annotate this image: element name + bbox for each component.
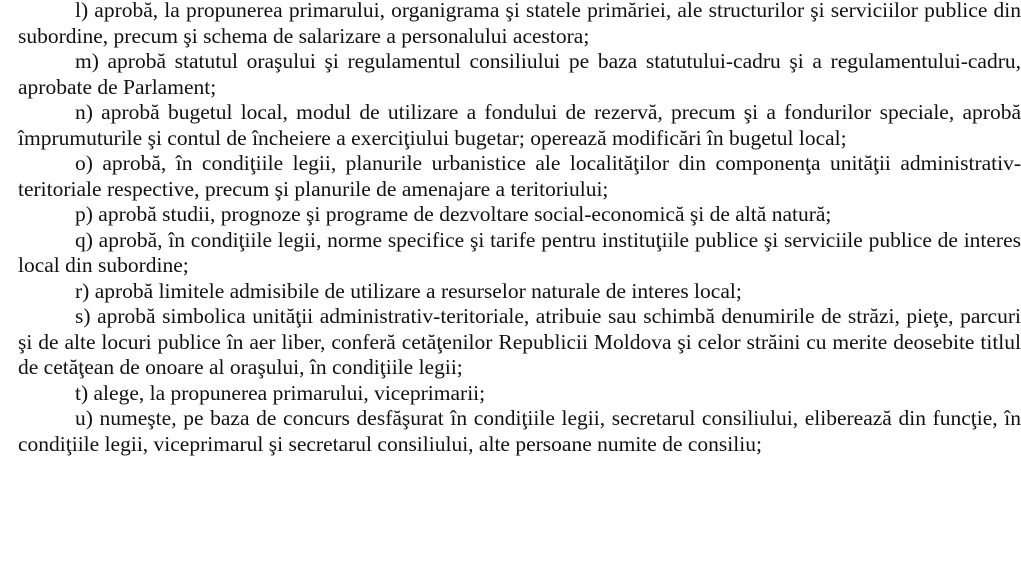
- paragraph-n: n) aprobă bugetul local, modul de utilizare a fondului de rezervă, precum şi a fondurilor speciale, aprobă împrumuturile şi contul de încheiere a exerciţiului bugetar; operează modificări în bugetul local;: [18, 100, 1021, 150]
- document-body: [18, 0, 1021, 457]
- paragraph-r: r) aprobă limitele admisibile de utilizare a resurselor naturale de interes local;: [75, 278, 742, 303]
- paragraph-l: l) aprobă, la propunerea primarului, organigrama şi statele primăriei, ale structurilor şi serviciilor publice din subordine, precum şi schema de salarizare a personalului acestora;: [18, 0, 1021, 48]
- paragraph-o: o) aprobă, în condiţiile legii, planurile urbanistice ale localităţilor din componenţa unităţii administrativ-teritoriale respective, precum şi planurile de amenajare a teritoriului;: [18, 151, 1021, 201]
- paragraph-s: s) aprobă simbolica unităţii administrativ-teritoriale, atribuie sau schimbă denumirile de străzi, pieţe, parcuri şi de alte locuri publice în aer liber, conferă cetăţenilor Republicii Moldova şi celor străini cu merite deosebite titlul de cetăţean de onoare al oraşului, în condiţiile legii;: [18, 304, 1021, 379]
- paragraph-m: m) aprobă statutul oraşului şi regulamentul consiliului pe baza statutului-cadru şi a regulamentului-cadru, aprobate de Parlament;: [18, 49, 1021, 99]
- paragraph-q: q) aprobă, în condiţiile legii, norme specifice şi tarife pentru instituţiile publice şi serviciile publice de interes local din subordine;: [18, 227, 1021, 277]
- paragraph-p: p) aprobă studii, prognoze şi programe de dezvoltare social-economică şi de altă natură;: [75, 202, 832, 226]
- paragraph-t: t) alege, la propunerea primarului, viceprimarii;: [75, 380, 486, 405]
- paragraph-u: u) numeşte, pe baza de concurs desfăşurat în condiţiile legii, secretarul consiliului, eliberează din funcţie, în condiţiile legii, viceprimarul şi secretarul consiliului, alte persoane numite de consiliu;: [18, 406, 1021, 456]
